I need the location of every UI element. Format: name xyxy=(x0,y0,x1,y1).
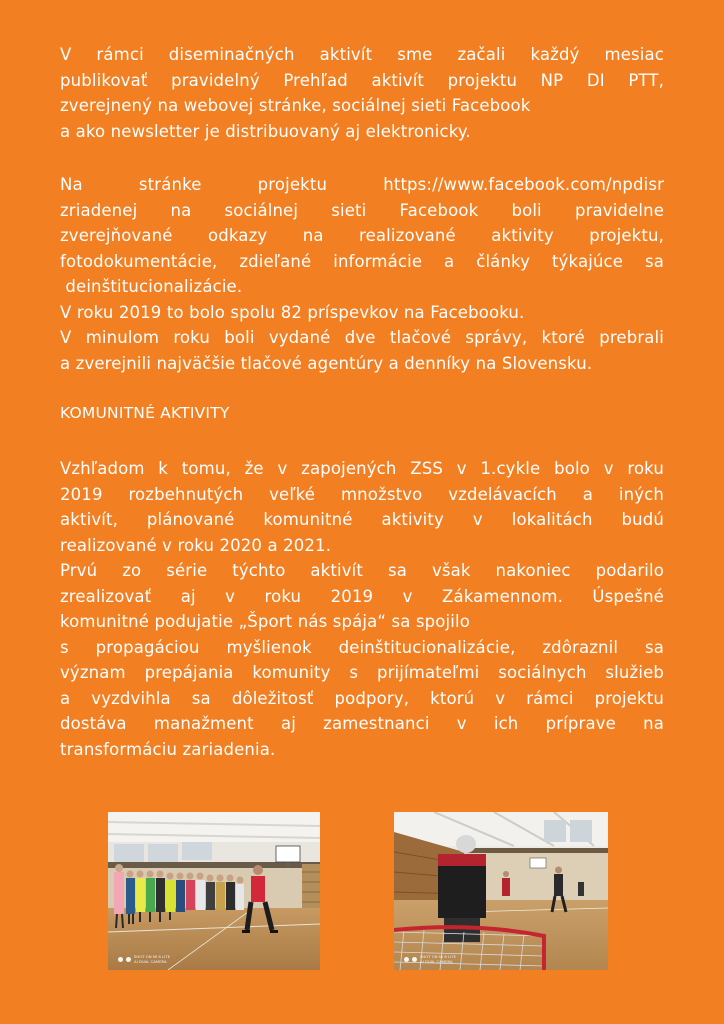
camera-watermark xyxy=(404,955,456,964)
text-line: deinštitucionalizácie. xyxy=(60,277,243,296)
section-heading: KOMUNITNÉ AKTIVITY xyxy=(60,404,230,422)
text-line: V roku 2019 to bolo spolu 82 príspevkov na Facebooku. xyxy=(60,302,525,322)
watermark-dot-icon xyxy=(412,957,417,962)
text-line: a zverejnili najväčšie tlačové agentúry a denníky na Slovensku. xyxy=(60,353,593,373)
text-line: transformáciu zariadenia. xyxy=(60,739,276,759)
text-line: realizované v roku 2020 a 2021. xyxy=(60,535,332,555)
text-line: zrealizovať aj v roku 2019 v Zákamennom. Úspešné xyxy=(60,586,664,606)
watermark-line: AI DUAL CAMERA xyxy=(134,958,167,964)
text-line: komunitné podujatie „Šport nás spája“ sa spojilo xyxy=(60,612,470,631)
community-paragraph xyxy=(60,456,664,762)
text-line: a vyzdvihla sa dôležitosť podpory, ktorú v rámci projektu xyxy=(60,688,664,708)
text-line: a ako newsletter je distribuovaný aj elektronicky. xyxy=(60,121,471,141)
event-photo-lineup xyxy=(108,812,320,970)
text-line: s propagáciou myšlienok deinštitucionalizácie, zdôraznil sa xyxy=(60,637,664,657)
text-line: 2019 rozbehnutých veľké množstvo vzdelávacích a iných xyxy=(60,484,664,504)
text-line: publikovať pravidelný Prehľad aktivít projektu NP DI PTT, xyxy=(60,70,664,90)
photo-image xyxy=(394,812,608,970)
text-line: zverejňované odkazy na realizované aktivity projektu, xyxy=(60,226,664,245)
text-line: dostáva manažment aj zamestnanci v ich príprave na xyxy=(60,714,664,733)
photo-image xyxy=(108,812,320,970)
text-line: význam prepájania komunity s prijímateľmi sociálnych služieb xyxy=(60,663,664,682)
text-line: Na stránke projektu https://www.facebook.com/npdisr xyxy=(60,175,664,194)
watermark-dot-icon xyxy=(404,957,409,962)
text-line: Vzhľadom k tomu, že v zapojených ZSS v 1.cykle bolo v roku xyxy=(60,459,664,478)
watermark-dot-icon xyxy=(126,957,131,962)
text-line: fotodokumentácie, zdieľané informácie a články týkajúce sa xyxy=(60,251,664,271)
watermark-line: AI DUAL CAMERA xyxy=(420,958,453,964)
text-line: zriadenej na sociálnej sieti Facebook boli pravidelne xyxy=(60,200,664,220)
camera-watermark xyxy=(118,955,170,964)
intro-paragraph xyxy=(60,42,664,144)
event-photo-goalkeeper xyxy=(394,812,608,970)
facebook-paragraph xyxy=(60,172,664,376)
watermark-line: SHOT ON MI 8 LITE xyxy=(134,954,170,959)
watermark-line: SHOT ON MI 8 LITE xyxy=(420,954,456,959)
text-line: Prvú zo série týchto aktivít sa však nakoniec podarilo xyxy=(60,561,664,580)
text-line: V rámci diseminačných aktivít sme začali každý mesiac xyxy=(60,45,664,64)
text-line: zverejnený na webovej stránke, sociálnej sieti Facebook xyxy=(60,96,531,115)
text-line: aktivít, plánované komunitné aktivity v lokalitách budú xyxy=(60,510,664,529)
text-line: V minulom roku boli vydané dve tlačové správy, ktoré prebrali xyxy=(60,328,664,347)
watermark-dot-icon xyxy=(118,957,123,962)
